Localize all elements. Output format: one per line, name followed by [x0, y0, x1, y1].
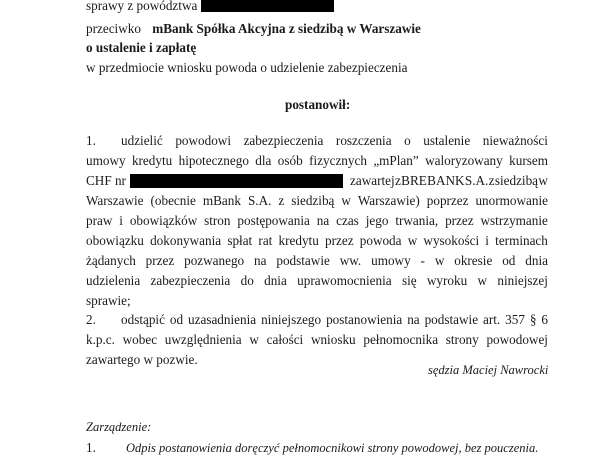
against-line	[86, 21, 421, 37]
item2-line-1	[121, 312, 548, 328]
word: praw	[86, 213, 113, 228]
word: od	[502, 253, 516, 268]
word: w	[407, 233, 418, 248]
word: rat	[258, 233, 273, 248]
item1-line-2	[86, 153, 548, 169]
word: na	[407, 312, 420, 327]
word: w	[249, 332, 259, 347]
word: terminach	[495, 233, 548, 248]
word: niniejszego	[261, 312, 322, 327]
redaction-contract-number	[130, 174, 343, 188]
defendant-name: mBank Spółka Akcyjna z siedzibą w Warszawie	[152, 21, 421, 36]
word: z	[278, 193, 285, 208]
word: kursem	[509, 153, 548, 168]
word: postępowania	[237, 213, 310, 228]
item2-last-line: zawartego w pozwie.	[86, 352, 198, 367]
word: o	[404, 133, 411, 148]
order-number: 1.	[86, 440, 96, 455]
matter-line: w przedmiocie wniosku powoda o udzielenie zabezpieczenia	[86, 60, 408, 75]
word: S.A.	[247, 193, 272, 208]
word: powoda	[359, 233, 402, 248]
word: roszczenia	[335, 133, 392, 148]
word: S.A.	[464, 173, 489, 188]
word: art.	[483, 312, 501, 327]
word: żądanych	[86, 253, 136, 268]
item1-line-5	[86, 213, 548, 229]
word: wstrzymanie	[480, 213, 548, 228]
word: obowiązku	[86, 233, 144, 248]
chf-prefix: CHF nr	[86, 173, 126, 188]
word: ustalenie	[423, 133, 471, 148]
item1-line-7	[86, 253, 548, 269]
word: umowy	[86, 153, 126, 168]
word: dokonywania	[150, 233, 222, 248]
item1-last-line: sprawie;	[86, 293, 131, 308]
word: wysokości	[423, 233, 480, 248]
word: powodowej	[486, 332, 548, 347]
word: fizycznych	[309, 153, 367, 168]
item2-line-2	[86, 332, 548, 348]
word: zabezpieczenia	[243, 133, 324, 148]
word: pozwanego	[184, 253, 245, 268]
item1-line-8	[86, 273, 548, 289]
plaintiff-line	[86, 0, 334, 14]
word: w	[434, 253, 445, 268]
word: nieważności	[482, 133, 548, 148]
word: trwania,	[395, 213, 439, 228]
word: jego	[365, 213, 389, 228]
word: z	[394, 173, 401, 188]
word: podstawie	[276, 253, 330, 268]
word: w	[477, 273, 488, 288]
word: w	[538, 173, 548, 188]
word: ww.	[339, 253, 362, 268]
word: uwzględnienia	[164, 332, 242, 347]
word: dnia	[264, 273, 287, 288]
word: pełnomocnika	[363, 332, 439, 347]
word: spłat	[227, 233, 253, 248]
word: zawartej	[350, 173, 395, 188]
word: postanowienia	[326, 312, 403, 327]
word: powodowi	[175, 133, 231, 148]
word: przez	[145, 253, 175, 268]
against-label: przeciwko	[86, 21, 141, 36]
word: zabezpieczenia	[150, 273, 231, 288]
subject-line: o ustalenie i zapłatę	[86, 40, 197, 55]
word: waloryzowany	[425, 153, 503, 168]
word: k.p.c.	[86, 332, 115, 347]
word: §	[529, 312, 537, 327]
item2-number: 2.	[86, 312, 96, 327]
word: na	[316, 213, 330, 228]
item1-chf-suffix	[350, 173, 548, 189]
from-suit-prefix: sprawy z powództwa	[86, 0, 198, 13]
word: Warszawie)	[357, 193, 420, 208]
word: wyroku	[426, 273, 468, 288]
word: całości	[266, 332, 304, 347]
word: podstawie	[424, 312, 479, 327]
word: obowiązków	[129, 213, 198, 228]
word: od	[169, 312, 184, 327]
word: BRE	[401, 173, 427, 188]
word: wobec	[122, 332, 158, 347]
word: odstąpić	[121, 312, 165, 327]
item1-chf-line	[86, 173, 126, 189]
word: udzielenia	[86, 273, 141, 288]
word: strony	[445, 332, 479, 347]
word: czas	[336, 213, 359, 228]
item1-line-4	[86, 193, 548, 209]
decision-heading: postanowił:	[285, 97, 351, 112]
word: niniejszej	[497, 273, 548, 288]
item1-line-6	[86, 233, 548, 249]
word: kredytu	[131, 153, 173, 168]
word: siedzibą	[291, 193, 335, 208]
judge-signature: sędzia Maciej Nawrocki	[428, 363, 549, 377]
redaction-plaintiff	[201, 0, 334, 12]
word: uzasadnienia	[188, 312, 257, 327]
word: mBank	[202, 193, 241, 208]
word: hipotecznego	[178, 153, 249, 168]
word: przez	[325, 233, 354, 248]
word: udzielić	[121, 133, 163, 148]
order-heading: Zarządzenie:	[86, 420, 152, 434]
word: do	[240, 273, 254, 288]
word: przez	[445, 213, 474, 228]
order-text: Odpis postanowienia doręczyć pełnomocnikowi strony powodowej, bez pouczenia.	[126, 441, 539, 455]
word: kredytu	[278, 233, 319, 248]
word: w	[341, 193, 351, 208]
word: umowy	[371, 253, 411, 268]
word: „mPlan”	[373, 153, 419, 168]
word: Warszawie	[86, 193, 144, 208]
item1-number: 1.	[86, 133, 96, 148]
word: wniosku	[310, 332, 356, 347]
word: uprawomocnienia	[297, 273, 392, 288]
word: na	[254, 253, 267, 268]
word: z	[488, 173, 495, 188]
word: i	[119, 213, 123, 228]
word: dla	[255, 153, 272, 168]
word: BANK	[427, 173, 465, 188]
word: okresie	[454, 253, 493, 268]
word: 6	[541, 312, 548, 327]
item1-line-1	[121, 133, 548, 149]
word: stron	[204, 213, 231, 228]
word: unormowanie	[475, 193, 548, 208]
word: osób	[277, 153, 303, 168]
word: poprzez	[426, 193, 469, 208]
word: -	[420, 253, 425, 268]
word: dnia	[525, 253, 548, 268]
word: (obecnie	[150, 193, 196, 208]
word: 357	[505, 312, 525, 327]
word: się	[401, 273, 417, 288]
word: siedzibą	[494, 173, 539, 188]
word: i	[485, 233, 489, 248]
